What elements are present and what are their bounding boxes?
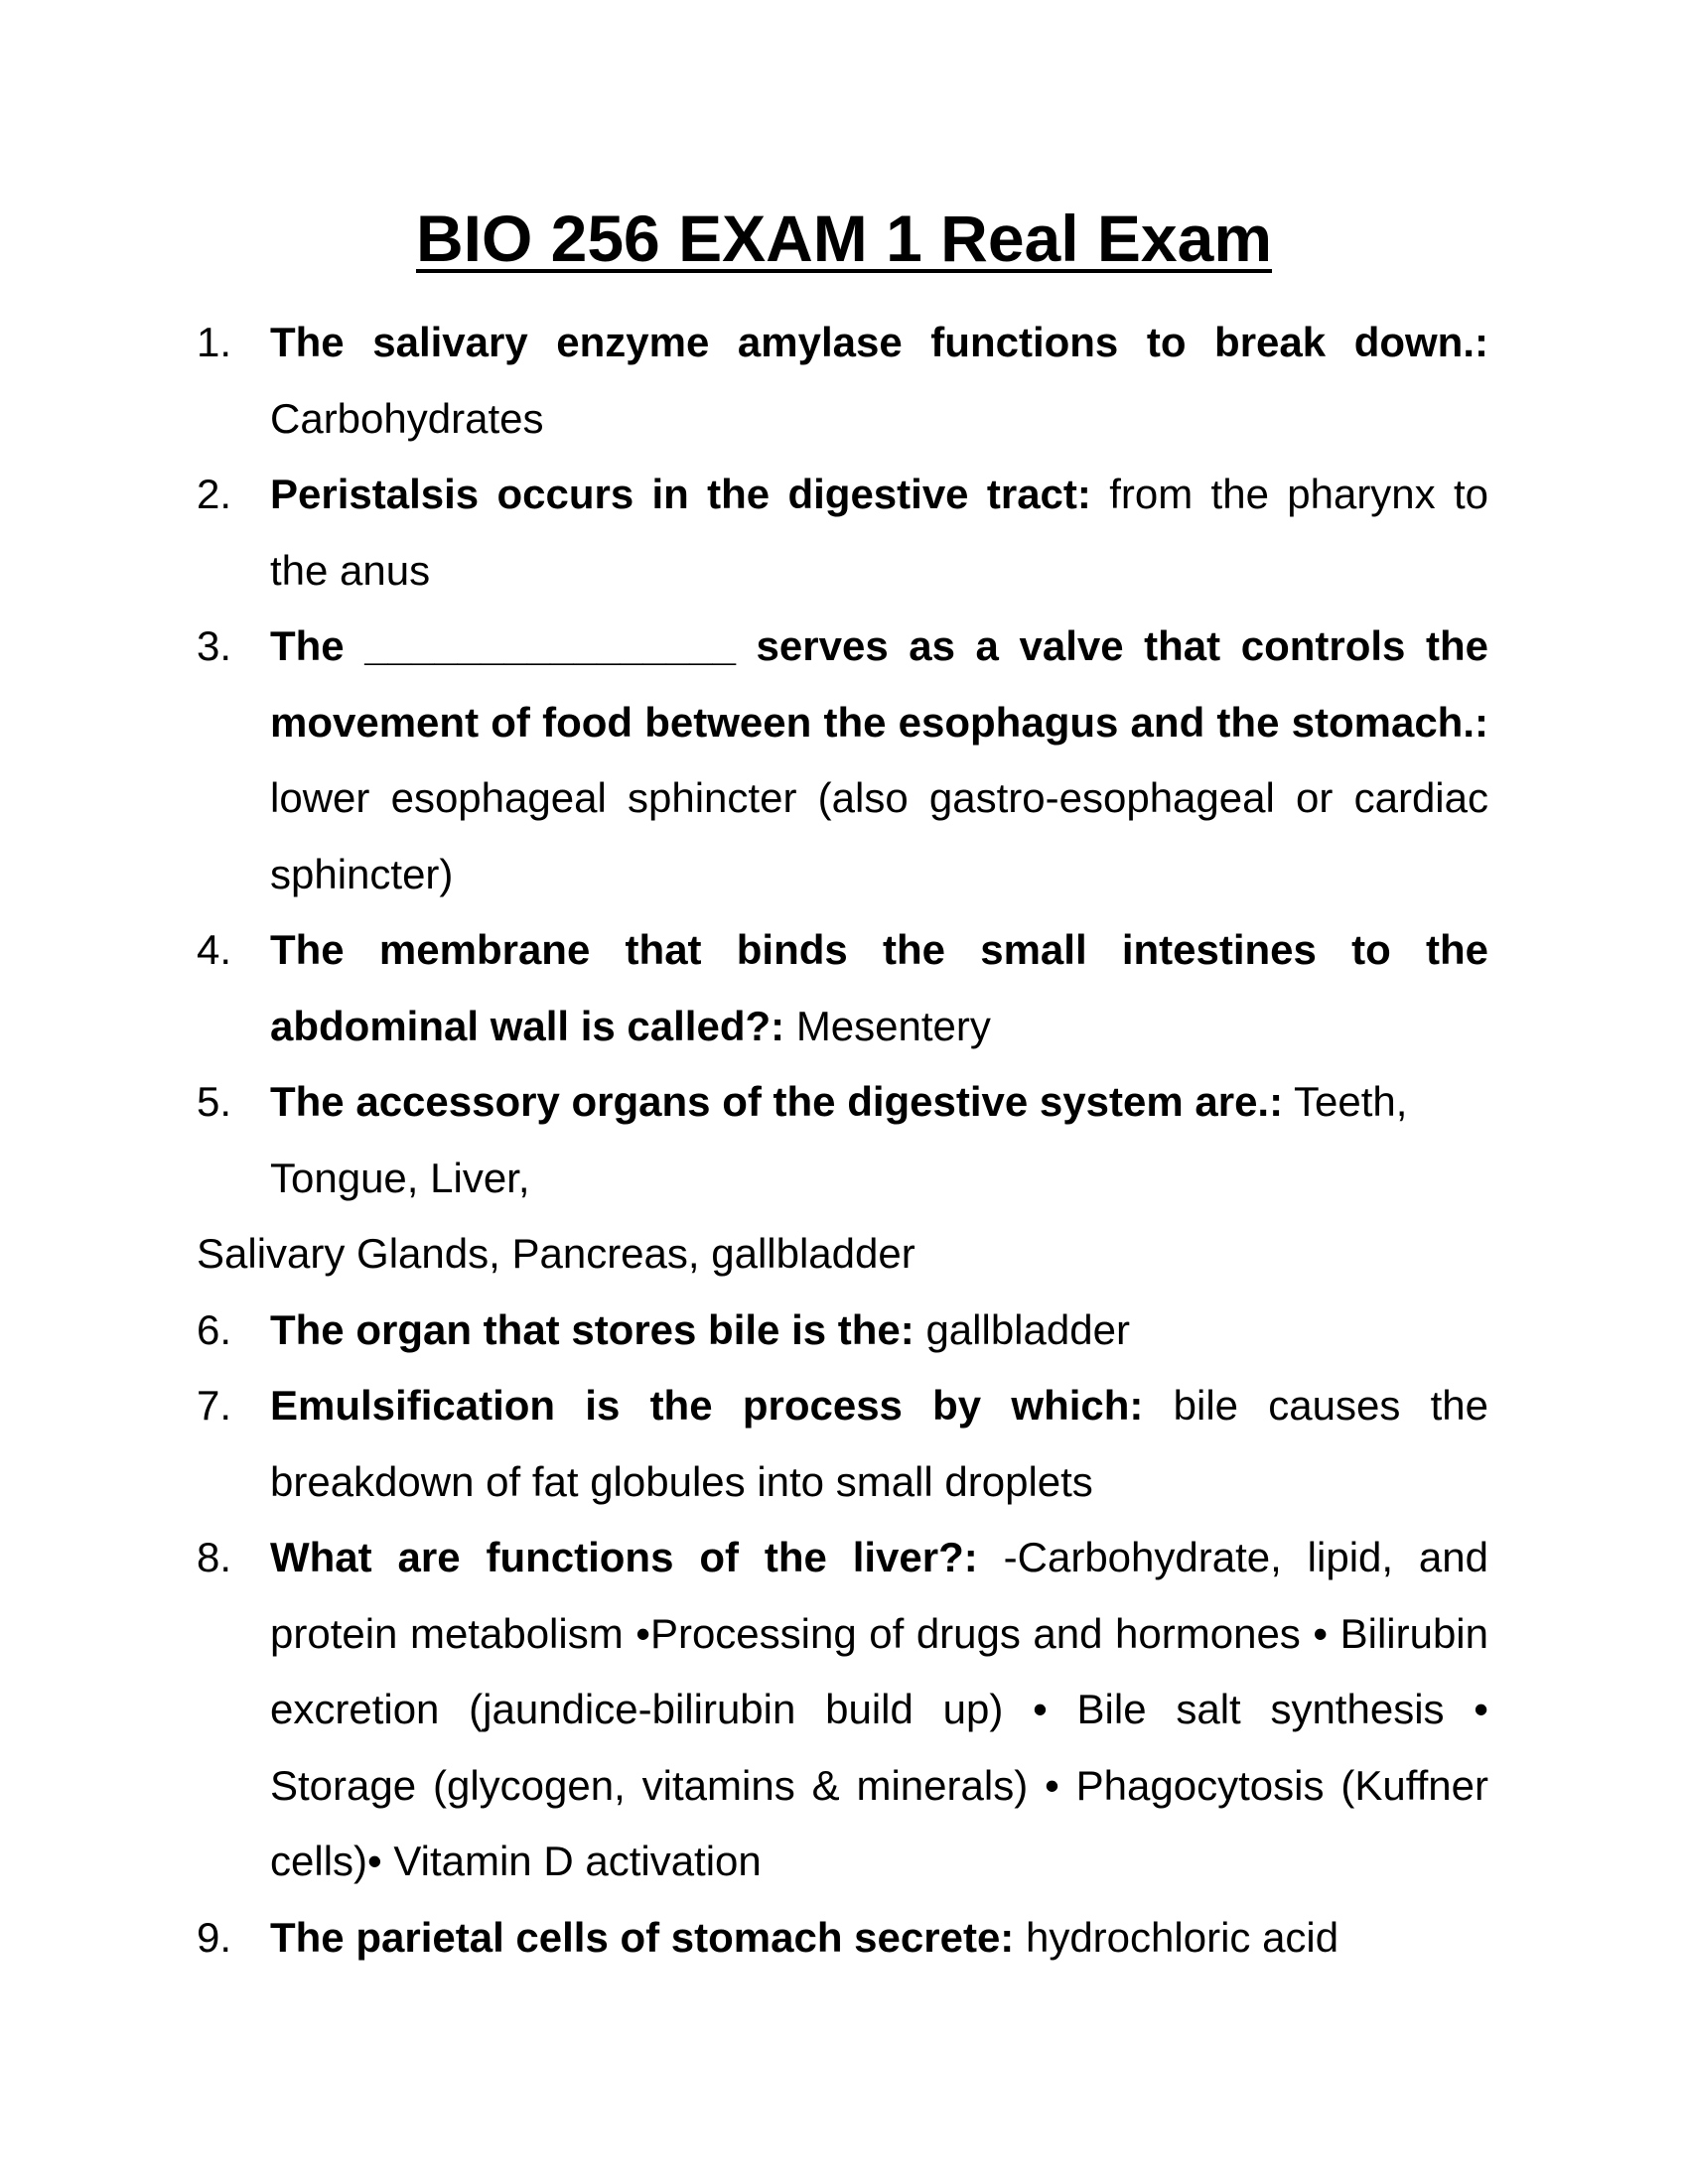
answer-text: hydrochloric acid xyxy=(1025,1913,1339,1961)
question-number: 5. xyxy=(197,1078,232,1125)
question-item-2 xyxy=(0,457,1488,609)
answer-text: -Carbohydrate, lipid, and protein metabolism •Processing of drugs and hormones • Bilirubin excretion (jaundice-bilirubin build up) • Bile salt synthesis • Storage (glycogen, vitamins & minerals) • Phagocytosis (Kuffner cells)• Vitamin D activation xyxy=(270,1534,1489,1884)
answer-text: lower esophageal sphincter (also gastro-esophageal or cardiac sphincter) xyxy=(270,774,1488,897)
question-text: Peristalsis occurs in the digestive tract: xyxy=(270,471,1091,517)
question-number: 1. xyxy=(197,319,232,365)
question-number: 4. xyxy=(197,926,232,973)
question-number: 8. xyxy=(197,1534,232,1580)
question-item-9 xyxy=(0,1900,1488,1977)
answer-text: gallbladder xyxy=(925,1305,1130,1353)
answer-text: from the pharynx to the anus xyxy=(270,471,1489,594)
page-title-text: BIO 256 EXAM 1 Real Exam xyxy=(415,202,1273,275)
question-list xyxy=(0,305,1688,1976)
question-item-1 xyxy=(0,305,1488,457)
question-item-7 xyxy=(0,1368,1488,1520)
question-number: 7. xyxy=(197,1382,232,1429)
page-title xyxy=(0,194,1688,283)
answer-text: Mesentery xyxy=(795,1002,991,1049)
answer-text: Teeth, Tongue, Liver, xyxy=(270,1078,1408,1201)
question-text: The parietal cells of stomach secrete: xyxy=(270,1913,1015,1961)
question-item-6 xyxy=(0,1293,1488,1369)
question-text: The accessory organs of the digestive system are.: xyxy=(270,1078,1284,1125)
question-text: What are functions of the liver?: xyxy=(270,1534,978,1580)
answer-continuation: Salivary Glands, Pancreas, gallbladder xyxy=(197,1230,915,1277)
question-text: The ________________ serves as a valve that controls the movement of food between the esophagus and the stomach.: xyxy=(270,622,1488,746)
question-text: Emulsification is the process by which: xyxy=(270,1382,1144,1429)
answer-text: bile causes the breakdown of fat globules into small droplets xyxy=(270,1382,1488,1505)
question-text: The membrane that binds the small intestines to the abdominal wall is called?: xyxy=(270,926,1488,1049)
question-item-3 xyxy=(0,609,1488,912)
question-number: 9. xyxy=(197,1913,232,1961)
answer-text: Carbohydrates xyxy=(270,394,544,442)
question-number: 6. xyxy=(197,1305,232,1353)
question-number: 3. xyxy=(197,622,232,669)
question-item-8 xyxy=(0,1520,1488,1900)
question-item-5 xyxy=(0,1064,1488,1216)
question-number: 2. xyxy=(197,471,232,517)
question-text: The organ that stores bile is the: xyxy=(270,1305,914,1353)
question-item-4 xyxy=(0,912,1488,1064)
question-text: The salivary enzyme amylase functions to break down.: xyxy=(270,319,1488,365)
